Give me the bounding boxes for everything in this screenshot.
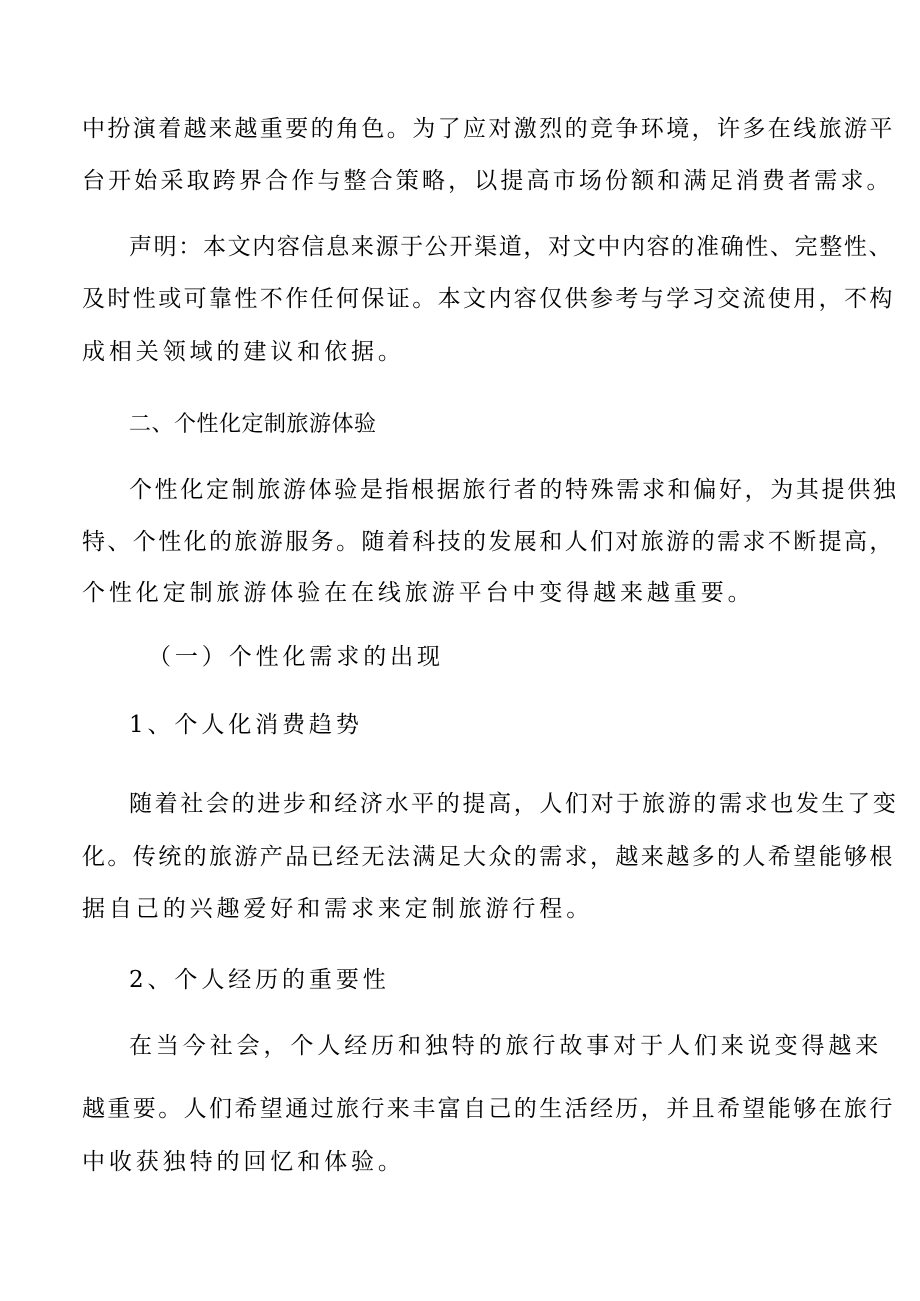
item-heading: 1、个人化消费趋势 — [129, 712, 363, 738]
paragraph-line: 在当今社会，个人经历和独特的旅行故事对于人们来说变得越来 — [129, 1033, 883, 1059]
paragraph-line: 越重要。人们希望通过旅行来丰富自己的生活经历，并且希望能够在旅行 — [82, 1096, 895, 1122]
section-heading: 二、个性化定制旅游体验 — [129, 412, 377, 437]
item-heading: 2、个人经历的重要性 — [129, 967, 390, 993]
paragraph-line: 据自己的兴趣爱好和需求来定制旅游行程。 — [82, 896, 594, 922]
paragraph-line: 台开始采取跨界合作与整合策略，以提高市场份额和满足消费者需求。 — [82, 168, 893, 194]
disclaimer-line: 声明：本文内容信息来源于公开渠道，对文中内容的准确性、完整性、 — [129, 234, 894, 260]
paragraph-line: 中收获独特的回忆和体验。 — [82, 1149, 405, 1175]
paragraph-line: 中扮演着越来越重要的角色。为了应对激烈的竞争环境，许多在线旅游平 — [82, 116, 895, 142]
paragraph-line: 个性化定制旅游体验是指根据旅行者的特殊需求和偏好，为其提供独 — [129, 477, 899, 503]
subsection-heading: （一）个性化需求的出现 — [148, 644, 444, 670]
paragraph-line: 随着社会的进步和经济水平的提高，人们对于旅游的需求也发生了变 — [129, 791, 899, 817]
paragraph-line: 化。传统的旅游产品已经无法满足大众的需求，越来越多的人希望能够根 — [82, 844, 895, 870]
disclaimer-line: 及时性或可靠性不作任何保证。本文内容仅供参考与学习交流使用，不构 — [82, 286, 895, 312]
paragraph-line: 特、个性化的旅游服务。随着科技的发展和人们对旅游的需求不断提高， — [82, 529, 895, 555]
disclaimer-line: 成相关领域的建议和依据。 — [82, 339, 405, 365]
paragraph-line: 个性化定制旅游体验在在线旅游平台中变得越来越重要。 — [82, 580, 755, 606]
